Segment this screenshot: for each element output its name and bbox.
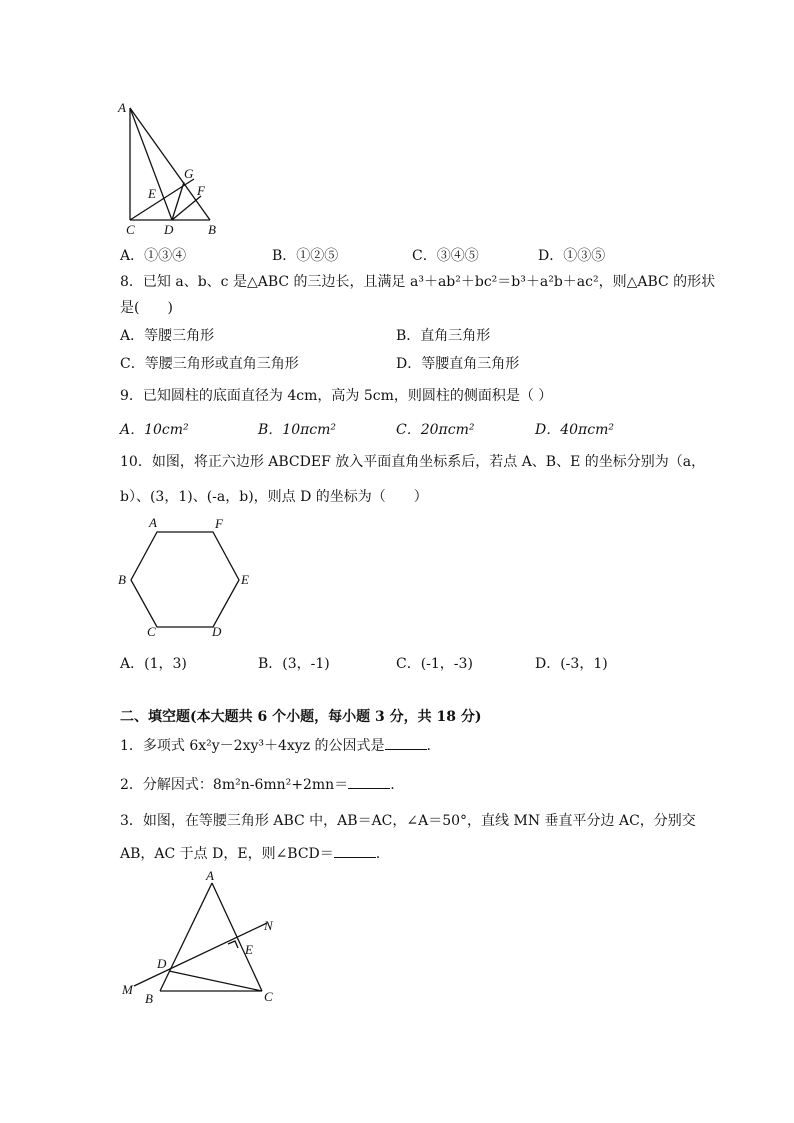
q10-label-F: F <box>215 516 223 531</box>
q8-stem-line2: 是( ) <box>120 300 173 316</box>
q8-stem-line1: 8．已知 a、b、c 是△ABC 的三边长，且满足 a³＋ab²＋bc²＝b³＋a²b＋ac²，则△ABC 的形状 <box>120 274 716 290</box>
q9-option-a: A．10cm² <box>120 422 189 438</box>
q9-option-c: C．20πcm² <box>396 422 475 438</box>
q10-option-b: B．(3，-1) <box>258 656 330 672</box>
q7-figure <box>112 96 232 236</box>
fill-q2-blank <box>348 774 390 789</box>
fill-q1-end: . <box>426 738 431 754</box>
fill-q3-label-E: E <box>245 942 253 957</box>
q7-label-E: E <box>148 186 156 201</box>
q10-label-A: A <box>149 515 157 530</box>
q10-label-B: B <box>118 572 126 587</box>
fill-q3-label-C: C <box>264 989 273 1004</box>
q9-option-b: B．10πcm² <box>258 422 337 438</box>
q8-option-b: B．直角三角形 <box>396 328 491 344</box>
q7-label-F: F <box>197 183 205 198</box>
fill-q3-blank <box>334 843 376 858</box>
q8-option-d: D．等腰直角三角形 <box>396 356 520 372</box>
section2-heading: 二、填空题(本大题共 6 个小题，每小题 3 分，共 18 分) <box>120 709 482 725</box>
fill-q3-figure <box>112 868 292 1008</box>
fill-q3-label-N: N <box>264 918 273 933</box>
q7-label-D: D <box>164 222 174 236</box>
q7-label-A: A <box>118 100 126 115</box>
q7-option-b: B．①②⑤ <box>272 248 339 264</box>
fill-q3-label-M: M <box>122 982 133 997</box>
fill-q2 <box>120 774 395 795</box>
fill-q3-end: . <box>375 846 381 862</box>
fill-q3-label-B: B <box>145 991 153 1006</box>
q9-option-d: D．40πcm² <box>535 422 614 438</box>
q10-label-E: E <box>241 572 249 587</box>
fill-q1-stem: 1．多项式 6x²y－2xy³＋4xyz 的公因式是 <box>120 738 385 754</box>
q10-label-D: D <box>212 624 222 639</box>
fill-q1-blank <box>385 735 427 750</box>
q7-label-G: G <box>184 166 194 181</box>
q9-stem: 9．已知圆柱的底面直径为 4cm，高为 5cm，则圆柱的侧面积是（ ） <box>120 388 553 404</box>
fill-q3-line2 <box>120 843 380 864</box>
q7-label-C: C <box>126 222 135 236</box>
q10-hexagon-figure <box>112 512 262 642</box>
q7-label-B: B <box>208 222 216 236</box>
fill-q2-stem: 2．分解因式：8m²n-6mn²+2mn＝ <box>120 777 349 793</box>
q8-option-a: A．等腰三角形 <box>120 328 215 344</box>
q7-option-d: D．①③⑤ <box>538 248 606 264</box>
fill-q1 <box>120 735 431 756</box>
q10-option-a: A．(1，3) <box>120 656 187 672</box>
q8-option-c: C．等腰三角形或直角三角形 <box>120 356 299 372</box>
q10-option-c: C．(-1，-3) <box>396 656 473 672</box>
fill-q3-stem: AB，AC 于点 D，E，则∠BCD＝ <box>120 846 334 862</box>
fill-q3-label-A: A <box>206 868 214 883</box>
q7-option-c: C．③④⑤ <box>412 248 479 264</box>
q10-stem-line2: b）、(3，1)、(-a，b)，则点 D 的坐标为（ ） <box>120 489 428 505</box>
fill-q3-label-D: D <box>157 956 167 971</box>
fill-q3-line1: 3．如图，在等腰三角形 ABC 中，AB＝AC，∠A＝50°，直线 MN 垂直平分边 AC，分别交 <box>120 813 696 829</box>
q10-stem-line1: 10．如图，将正六边形 ABCDEF 放入平面直角坐标系后，若点 A、B、E 的坐标分别为（a， <box>120 454 706 470</box>
fill-q2-end: . <box>390 777 395 793</box>
q7-option-a: A．①③④ <box>120 248 187 264</box>
q10-option-d: D．(-3，1) <box>535 656 608 672</box>
q10-label-C: C <box>147 624 156 639</box>
